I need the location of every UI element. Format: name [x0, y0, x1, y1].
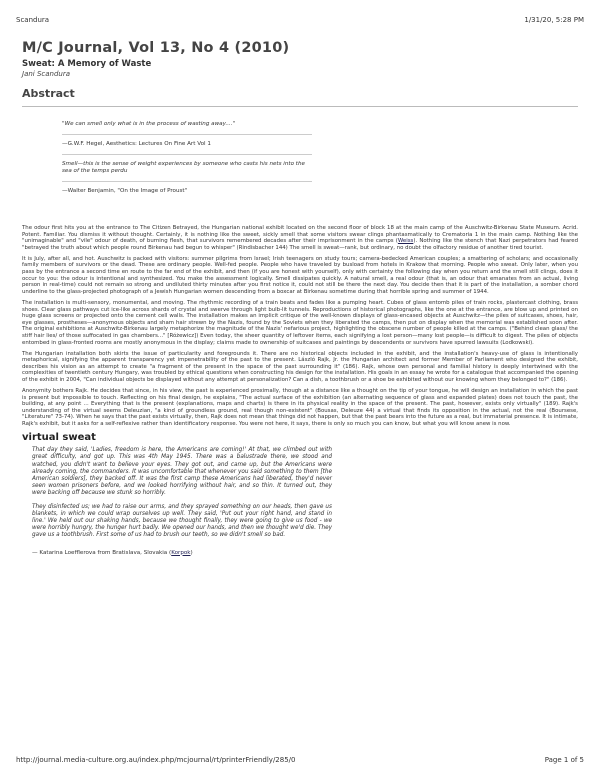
body-paragraph: Anonymity bothers Rajk. He decides that since, in his view, the past is experienced proximally, though at a distance like a thought on the tip of your tongue, he will design an installation in which the past is present but impossible to touch. Reflecting on his final design, he explains, "The actual surface of the exhibition (an alternating sequence of glass and expanded plates) does not touch the past, the building, at any point ... Everything that is the present (explanations, maps and charts) is there in its physical reality in the space of the present. The past, however, exists only virtually" (189). Rajk's understanding of the virtual seems Deleuzian, "a kind of groundless ground, real though non-existent" (Bousas, Deleuze 44) a virtual that finds its opposition in the actual, not the real (Boursese, "Literature" 73-74). When he says that the past exists virtually, then, Rajk does not mean that things did not happen, but that the past bears into the future as a real, but immaterial presence. It is intimate, Rajk's exhibit, but it asks for a self-reflexive rather than identificatory response. You were not here, it says, there is only so much you can know, but what you will know anew is now.: [22, 388, 578, 428]
print-header: [16, 16, 584, 28]
print-footer: [16, 756, 584, 768]
body-paragraph: It is July, after all, and hot. Auschwitz is packed with visitors: summer pilgrims from Israel; Irish teenagers on study tours; camera-bedecked American couples; a smattering of scholars; and occasionally family members of survivors or the dead. These are ordinary people. Well-fed people. People who have traveled by busload from hotels in Krakow that morning. People who sweat. Only later, when you pass by the entrance a second time en route to the far end of the exhibit, and then (if you are honest with yourself), only with certainty the following day when you return and the smell still clings, does it occur to you: the odour is intentional and synthesized. You make the assessment logically. Smell dissipates quickly. A natural smell, a real odour (that is, an odour that emanates from an actual, living person in real-time) could not remain so strong and undiluted thirty minutes after you first notice it, could not still be there the next day. You decide then that it is part of the installation, a somber chord underline to the glass-projected photograph of a Jewish Hungarian women descending from a boxcar at Birkenau sometime during that horrible spring and summer of 1944.: [22, 255, 578, 295]
section-heading: virtual sweat: [22, 432, 96, 444]
epigraph-divider: [62, 181, 312, 182]
citation-link-korpok[interactable]: Korpok: [171, 549, 191, 556]
epigraphs: [62, 121, 312, 195]
article: [22, 40, 578, 563]
footer-url: http://journal.media-culture.org.au/index.php/mcjournal/rt/printerFriendly/285/0: [16, 756, 296, 764]
body-paragraph: [22, 225, 578, 251]
epigraph-divider: [62, 154, 312, 155]
citation-link-weiss[interactable]: Weiss: [397, 238, 414, 245]
epigraph-quote: Smell—this is the sense of weight experiences by someone who casts his nets into the sea of the temps perdu: [62, 161, 305, 174]
body-paragraph: The Hungarian installation both skirts the issue of particularity and foregrounds it. There are no historical objects included in the exhibit, and the installation's heavy-use of glass is intentionally metaphorical, signifying the apparent transparency yet impenetrability of the past to the present. László Rajk, Jr. the Hungarian architect and former Member of Parliament who designed the exhibit, describes his vision as an attempt to create "a fragment of the present in the space of the past surrounding it" (186). Rajk, whose own personal and familial history is deeply intertwined with the complexities of twentieth century Hungary, was troubled by ethical questions when constructing his design for the installation. His goals in an essay he wrote for a catalogue that accompanied the opening of the exhibit in 2004, "Can individual objects be displayed without any attempt at personalization? Can a dish, a toothbrush or a shoe be exhibited without our knowing whom they belonged to?" (186).: [22, 350, 578, 383]
epigraph-divider: [62, 134, 312, 135]
paragraph-text: ). Nothing like the stench that Nazi perpetrators had feared "betrayed the truth about which people round Birkenau had begun to whisper" (Rindisbacher 144) The smell is sweat—rank, but ordinary, no doubt the olfactory residue of another tired tourist.: [22, 238, 578, 251]
body-paragraph: The installation is multi-sensory, monumental, and moving. The rhythmic recording of a train beats and fades like a pumping heart. Cubes of glass entomb piles of train rocks, plastercast clothing, brass shoes. Clear glass pathways cut ice-like across shards of crystal and swerve through light bulb-lit tunnels. Reproductions of historical photographs, like the one at the entrance, are blow up and printed on huge glass screens or projected onto the cement cell walls. The installation makes an implicit critique of the well-known displays of glass-encased objects at Auschwitz—the piles of suitcases, shoes, hair, eye glasses, prostheses—anonymous objects and sham hair strewn by the Nazis, found by the Soviets when they liberated the camps, then put on display when the memorial was established soon after. The original exhibitions at Auschwitz-Birkenau largely metaphorize the magnitude of the Nazis' nefarious project, highlighting the obscene number of people killed at the camps. ("Behind clean glass/ the stiff hair lies/ of those suffocated in gas chambers..." [Różewicz]) Even today, the sheer quantity of leftover items, each signifying a lost person—many lost people—is difficult to digest. The piles of objects entombed in glass-fronted rooms are mostly anonymous in the display; claims made to ownership of suitcases and paintings by descendents or survivors have spurred lawsuits (Lodkowski).: [22, 299, 578, 346]
article-title: Sweat: A Memory of Waste: [22, 59, 152, 69]
header-site: Scandura: [16, 16, 50, 24]
epigraph-quote: "We can smell only what is in the process of wasting away....": [62, 121, 236, 127]
paragraph-text: The odour first hits you at the entrance to The Citizen Betrayed, the Hungarian national exhibit located on the second floor of block 18 at the main camp of the Auschwitz-Birkenau State Museum. Acrid. Potent. Familiar. You dismiss it without thought. Certainly, it is nothing like the sweet, sickly smell that some visitors swear clings phantasmatically to Crematoria 1 in the main camp. Nothing like the "unimaginable" and "vile" odour of death, of burning flesh, that survivors remembered decades after their imprisonment in the camps (: [22, 225, 578, 245]
article-body: [22, 225, 578, 557]
quote-attribution: [32, 550, 332, 557]
article-author: Jani Scandura: [22, 70, 71, 78]
footer-page: Page 1 of 5: [544, 756, 584, 764]
quote-paragraph: That day they said, 'Ladies, freedom is here, the Americans are coming!' At that, we climbed out with great difficulty, and got up. This was 4th May 1945. There was a balustrade there, we stood and watched, you didn't want to believe your eyes. They got out, and came up, but the Americans were already coming, the commanders. It was uncomfortable that whenever you said something to them [the American soldiers], they backed off. It was the first camp these Americans had liberated, they'd never seen women prisoners before, and we looked horrifying without hair, and so thin. It turned out, they were backing off because we stunk so horribly.: [32, 447, 332, 497]
abstract-divider: [22, 106, 578, 107]
epigraph-source: —Walter Benjamin, "On the Image of Proust": [62, 188, 188, 194]
journal-title: M/C Journal, Vol 13, No 4 (2010): [22, 40, 290, 56]
quote-paragraph: They disinfected us; we had to raise our arms, and they sprayed something on our heads, then gave us blankets, in which we could wrap ourselves up well. They said, 'Put out your right hand, and stand in line.' We held out our shaking hands, because we thought finally, they were going to give us food - we were horribly hungry, the hunger hurt badly. We opened our hands, and then we thought we'd die. They gave us a toothbrush. First some of us had to brush our teeth, so we didn't smell so bad.: [32, 503, 332, 539]
attribution-text: — Katarina Loefflerova from Bratislava, Slovakia (: [32, 549, 172, 556]
abstract-heading: Abstract: [22, 87, 75, 100]
attribution-text: ): [190, 549, 193, 556]
header-datetime: 1/31/20, 5:28 PM: [524, 16, 584, 24]
block-quote: [32, 447, 332, 557]
epigraph-source: —G.W.F. Hegel, Aesthetics: Lectures On Fine Art Vol 1: [62, 141, 211, 147]
